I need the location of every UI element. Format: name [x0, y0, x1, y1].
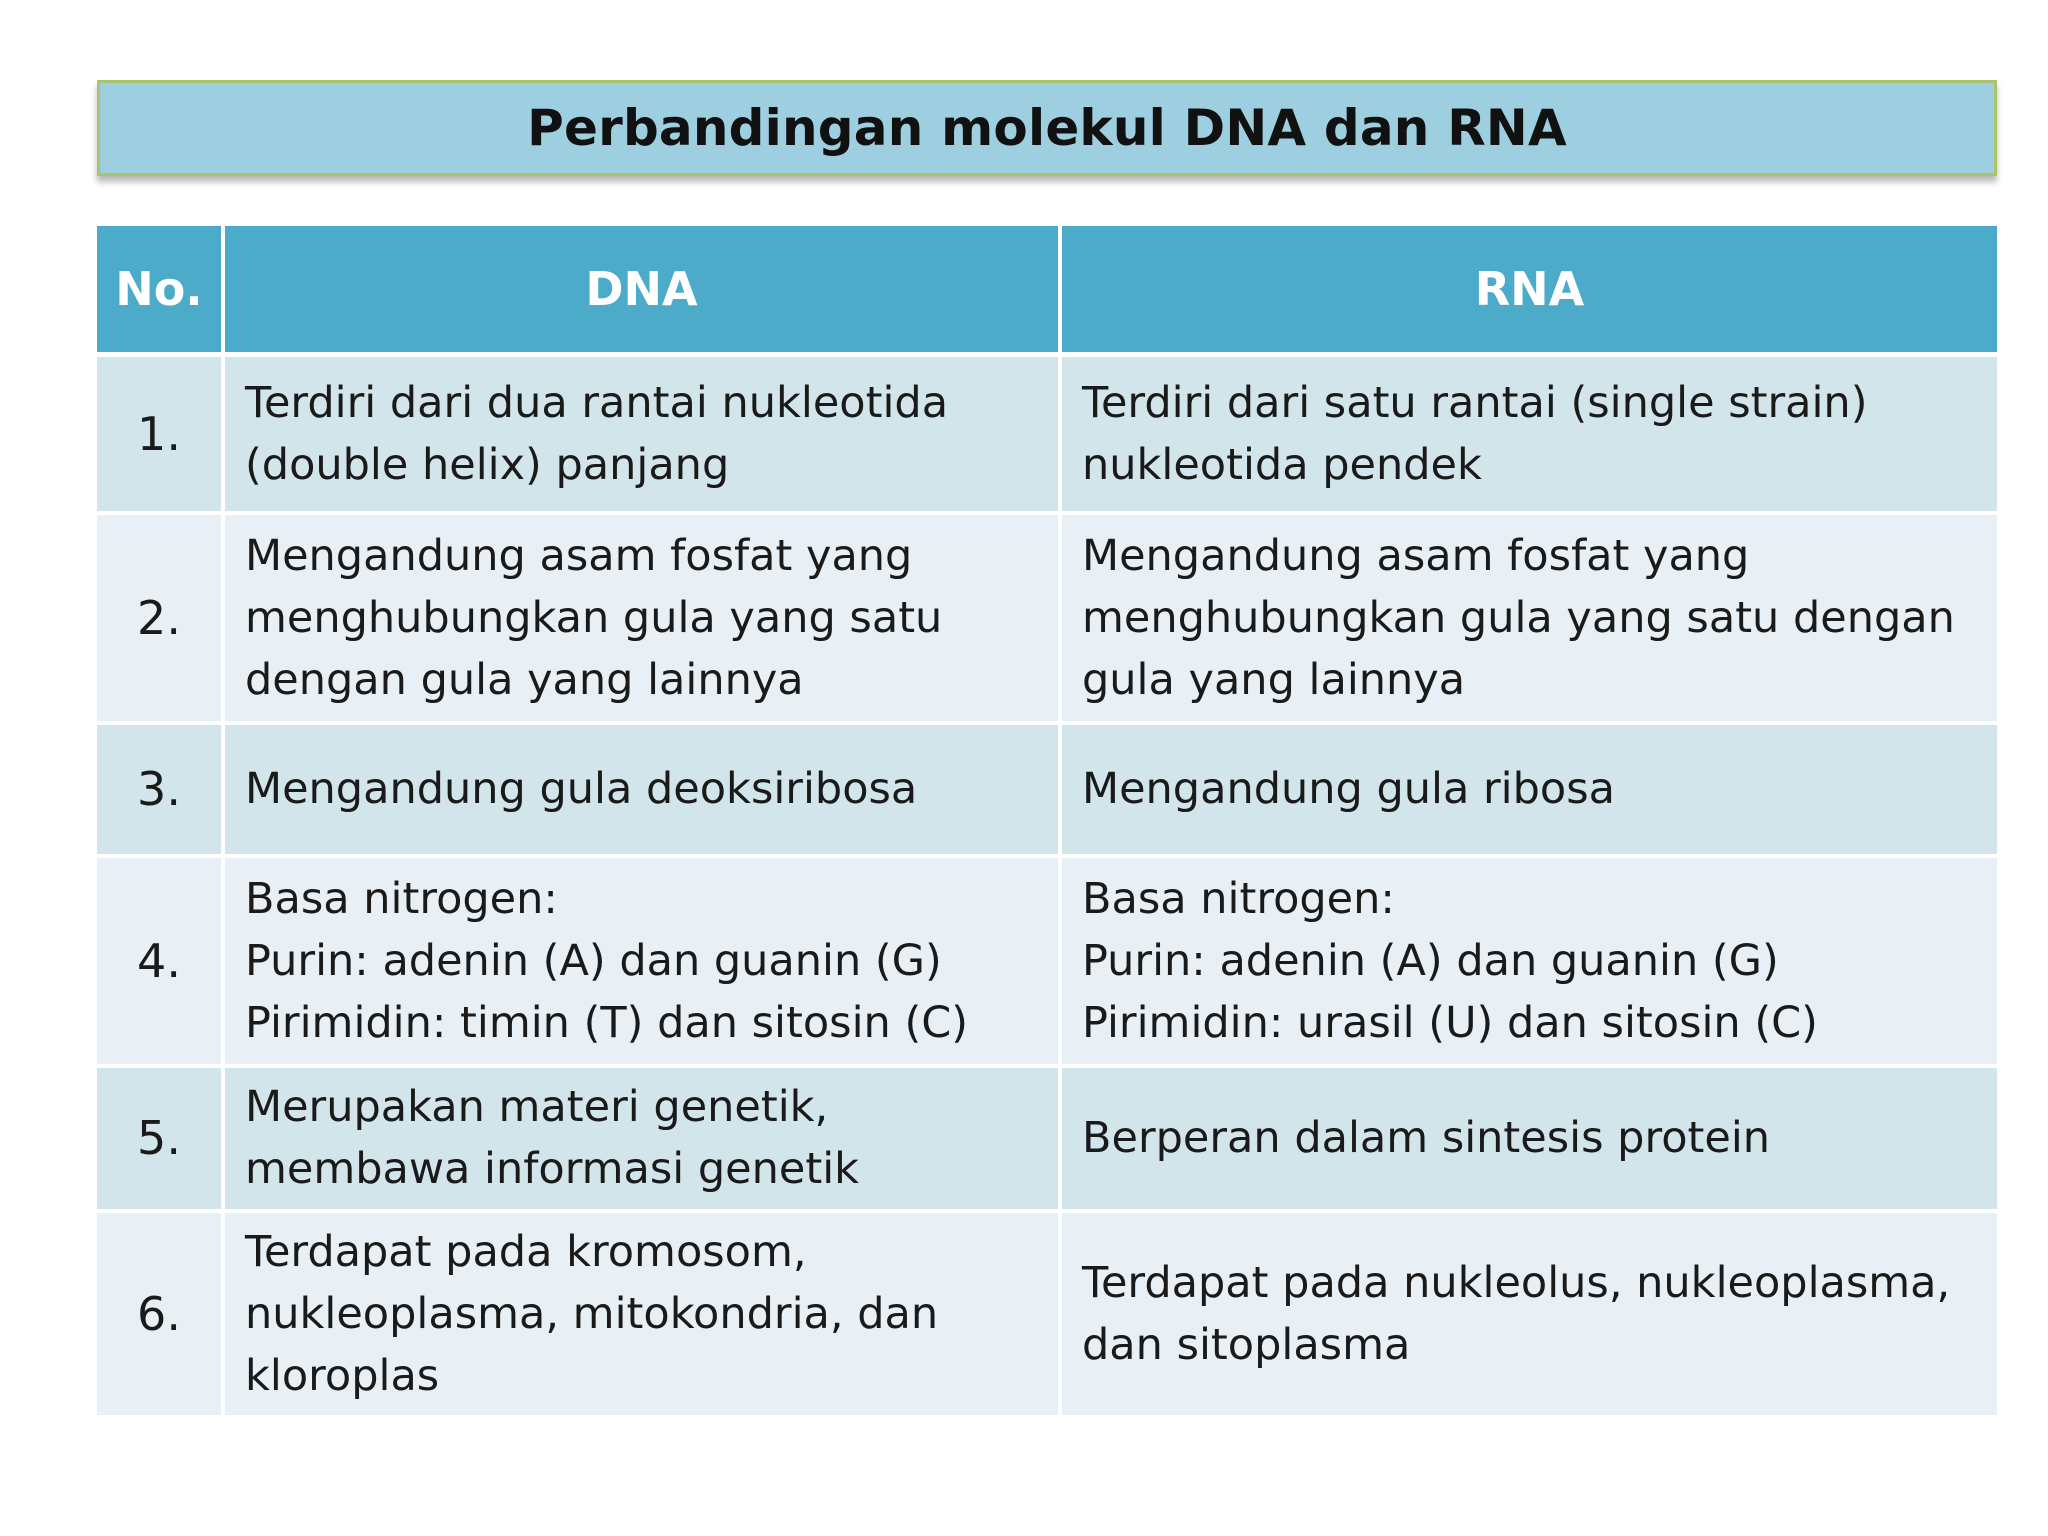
rna-cell — [1060, 355, 1997, 513]
table-row — [97, 1066, 1997, 1211]
cell-line: Mengandung gula ribosa — [1082, 764, 1615, 814]
cell-line: menghubungkan gula yang satu dengan — [1082, 592, 1955, 643]
row-number: 5. — [97, 1066, 223, 1211]
rna-cell — [1060, 856, 1997, 1066]
cell-line: menghubungkan gula yang satu — [245, 592, 943, 643]
cell-line: Basa nitrogen: — [245, 873, 558, 924]
cell-line: Berperan dalam sintesis protein — [1082, 1113, 1771, 1163]
cell-line: membawa informasi genetik — [245, 1144, 860, 1194]
cell-line: Merupakan materi genetik, — [245, 1082, 829, 1132]
cell-line: Terdapat pada kromosom, — [245, 1226, 807, 1277]
cell-line: Purin: adenin (A) dan guanin (G) — [245, 935, 942, 986]
row-number: 3. — [97, 723, 223, 856]
dna-cell — [223, 355, 1060, 513]
cell-line: nukleotida pendek — [1082, 439, 1482, 490]
cell-line: Purin: adenin (A) dan guanin (G) — [1082, 935, 1779, 986]
cell-line: Pirimidin: timin (T) dan sitosin (C) — [245, 997, 969, 1048]
cell-line: Terdiri dari satu rantai (single strain) — [1082, 377, 1868, 428]
cell-line: Pirimidin: urasil (U) dan sitosin (C) — [1082, 997, 1818, 1048]
rna-cell — [1060, 1211, 1997, 1417]
rna-cell — [1060, 723, 1997, 856]
row-number: 2. — [97, 513, 223, 723]
dna-cell — [223, 1066, 1060, 1211]
dna-cell — [223, 723, 1060, 856]
table-header-row — [97, 226, 1997, 355]
rna-cell — [1060, 1066, 1997, 1211]
cell-line: dengan gula yang lainnya — [245, 654, 804, 705]
cell-line: Terdapat pada nukleolus, nukleoplasma, — [1082, 1257, 1951, 1308]
cell-line: gula yang lainnya — [1082, 654, 1466, 705]
row-number: 4. — [97, 856, 223, 1066]
dna-cell — [223, 1211, 1060, 1417]
cell-line: Mengandung asam fosfat yang — [245, 530, 913, 581]
cell-line: kloroplas — [245, 1350, 440, 1401]
row-number: 1. — [97, 355, 223, 513]
dna-cell — [223, 856, 1060, 1066]
rna-cell — [1060, 513, 1997, 723]
table-row — [97, 1211, 1997, 1417]
cell-line: (double helix) panjang — [245, 439, 730, 490]
cell-line: Mengandung gula deoksiribosa — [245, 764, 918, 814]
table-row — [97, 723, 1997, 856]
cell-line: Mengandung asam fosfat yang — [1082, 530, 1750, 581]
table-row — [97, 856, 1997, 1066]
cell-line: dan sitoplasma — [1082, 1319, 1411, 1370]
dna-cell — [223, 513, 1060, 723]
header-dna: DNA — [223, 226, 1060, 355]
table-row — [97, 513, 1997, 723]
cell-line: Terdiri dari dua rantai nukleotida — [245, 377, 949, 428]
table-row — [97, 355, 1997, 513]
header-no: No. — [97, 226, 223, 355]
comparison-table — [97, 226, 1997, 1419]
header-rna: RNA — [1060, 226, 1997, 355]
cell-line: nukleoplasma, mitokondria, dan — [245, 1288, 939, 1339]
page-title: Perbandingan molekul DNA dan RNA — [527, 99, 1567, 157]
row-number: 6. — [97, 1211, 223, 1417]
cell-line: Basa nitrogen: — [1082, 873, 1395, 924]
title-banner — [97, 80, 1997, 176]
